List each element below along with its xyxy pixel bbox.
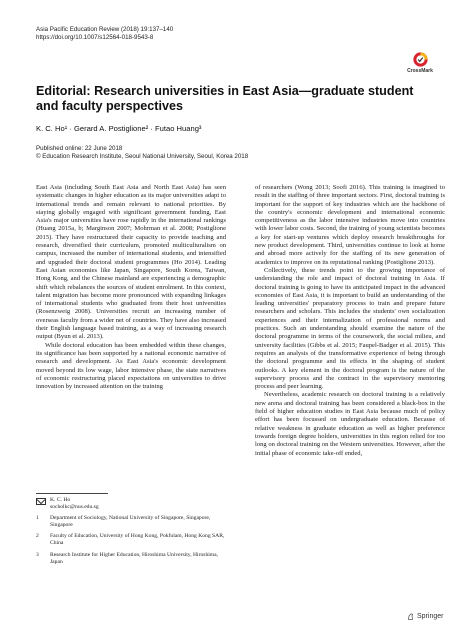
author-list: K. C. Ho¹ · Gerard A. Postiglione² · Futao Huang³	[36, 124, 202, 133]
affiliation-item	[36, 552, 226, 566]
body-paragraph: Collectively, these trends point to the growing importance of understanding the role and impact of doctoral training in Asia. If doctoral training is going to have its anticipated impact in the advanced economies of East Asia, it is important to build an understanding of the leading universities' preparatory process to train and prepare future researchers and scholars. This includes the students' own socialization experiences and their internalization of professional norms and practices. Such an understanding should examine the nature of the doctoral programme in terms of the coursework, the social milieu, and university facilities (Gibbs et al. 2015; Faupel-Badger et al. 2015). This requires an analysis of the transformative experience of being through the doctoral programme and its effects in the shaping of student outlooks. A key element in the doctoral program is the nature of the supervisory process and the contract in the supervisory mentoring process and peer learning.	[255, 266, 445, 391]
envelope-icon	[36, 498, 46, 505]
affiliation-item	[36, 515, 226, 529]
corresponding-name: K. C. Ho	[50, 497, 71, 503]
journal-citation: Asia Pacific Education Review (2018) 19:137–140	[36, 26, 174, 33]
body-paragraph: Nevertheless, academic research on doctoral training is a relatively new arena and doctoral training has been considered a black-box in the field of higher education studies in East Asia because much of policy effort has been focussed on undergraduate education. Because of relative weakness in graduate education as well as higher preference towards foreign degree holders, universities in this region relied for too long on doctoral training on the Western universities. However, after the initial phase of economic take-off ended,	[255, 391, 445, 457]
article-title	[36, 84, 426, 114]
corresponding-email[interactable]: socholkc@nus.edu.sg	[50, 504, 99, 511]
journal-header	[36, 26, 173, 42]
body-paragraph: East Asia (including South East Asia and North East Asia) has seen systematic changes in higher education as its major universities adapt to international trends and remain relevant to national priorities. By staying globally engaged with significant government funding, East Asia's major universities have rose rapidly in the international rankings (Huang 2015a, b; Marginson 2007; Mohrman et al. 2008; Postiglione 2015). They have restructured their capacity to provide teaching and research, diversified their curriculum, promoted multiculturalism on campus, increased the number of international students, and intensified and upgraded their doctoral student programmes (Ho 2014). Leading East Asian economies like Japan, Singapore, South Korea, Taiwan, Hong Kong, and the Chinese mainland are experiencing a demographic shift which rebalances the sources of student enrolment. In this context, talent migration has become more pronounced with expanding linkages of international students who graduated from their host universities (Rosenzweig 2008). Universities recruit an increasing number of overseas faculty from a wider net of countries. They have also increased their English language based training, as a way of increasing research output (Byun et al. 2013).	[36, 184, 226, 341]
affiliation-text: Department of Sociology, National University of Singapore, Singapore, Singapore	[50, 515, 211, 529]
body-column-left	[36, 184, 226, 391]
affiliation-number: 1	[36, 515, 39, 522]
title-line-2: and faculty perspectives	[36, 99, 183, 113]
title-line-1: Editorial: Research universities in East Asia—graduate student	[36, 84, 414, 98]
publisher-name: Springer	[417, 613, 444, 620]
publisher-footer	[407, 613, 443, 620]
affiliation-item	[36, 533, 226, 547]
corresponding-author	[36, 497, 226, 511]
crossmark-badge[interactable]	[404, 52, 436, 78]
crossmark-label: CrossMark	[407, 68, 433, 74]
body-paragraph: of researchers (Wong 2013; Soofi 2016). This training is imagined to result in the staffing of three important sectors. First, doctoral training is important for the support of key industries which are the backbone of the country's economic development and international economic competitiveness as the labor intensive industries move into countries with lower labor costs. Second, the training of young scientists becomes a key for start-up ventures which deploy research breakthroughs for new product development. Third, universities continue to look at home and abroad more actively for the staffing of its new generation of academics to improve on its reputational ranking (Postiglione 2013).	[255, 184, 445, 266]
crossmark-icon	[413, 52, 428, 67]
body-column-right	[255, 184, 445, 458]
body-paragraph: While doctoral education has been embedded within these changes, its significance has been supported by a national economic narrative of research and development. As East Asia's economic development moved beyond its low wage, labor intensive phase, the state narratives of economic restructuring placed expectations on universities to drive innovation by increased attention on the training	[36, 341, 226, 391]
springer-horse-icon	[407, 613, 414, 620]
footnote-divider	[36, 493, 108, 494]
affiliation-number: 3	[36, 551, 39, 558]
correspondence-block	[36, 497, 226, 570]
publication-info	[36, 145, 248, 161]
published-date: Published online: 22 June 2018	[36, 145, 123, 152]
affiliation-text: Research Institute for Higher Education, Hiroshima University, Hiroshima, Japan	[50, 551, 219, 565]
affiliation-text: Faculty of Education, University of Hong Kong, Pokfulam, Hong Kong SAR, China	[50, 533, 225, 547]
copyright-notice: © Education Research Institute, Seoul National University, Seoul, Korea 2018	[36, 153, 249, 161]
doi-link[interactable]: https://doi.org/10.1007/s12564-018-9543-8	[36, 34, 154, 41]
affiliation-number: 2	[36, 533, 39, 540]
